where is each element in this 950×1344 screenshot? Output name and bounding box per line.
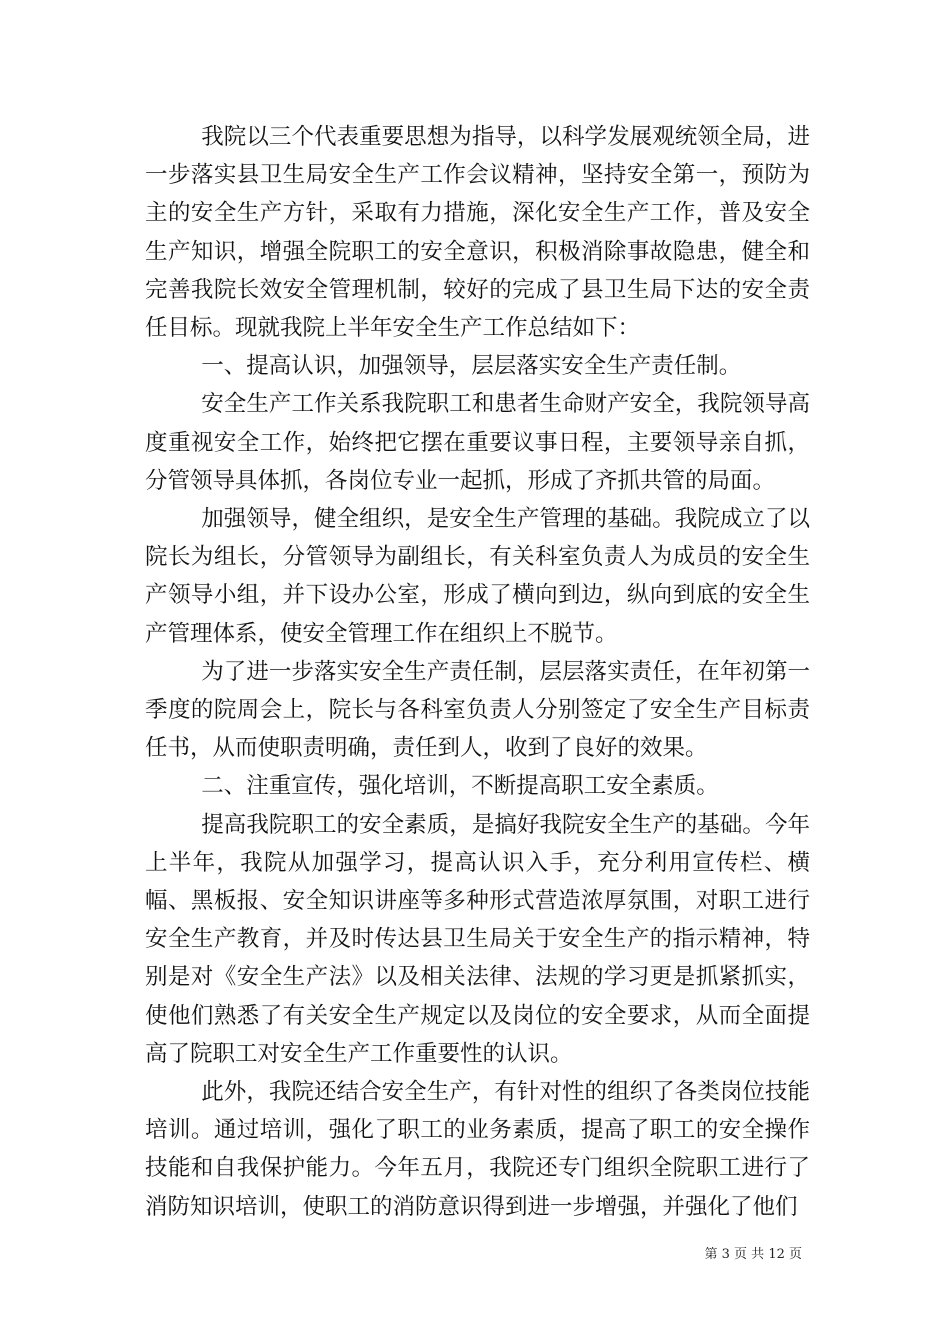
paragraph: 此外，我院还结合安全生产，有针对性的组织了各类岗位技能培训。通过培训，强化了职工的业务素质，提高了职工的安全操作技能和自我保护能力。今年五月，我院还专门组织全院职工进行了消防知识培训，使职工的消防意识得到进一步增强，并强化了他们: [145, 1079, 810, 1220]
document-body: [145, 118, 810, 1226]
section-heading-1: 一、提高认识，加强领导，层层落实安全生产责任制。: [201, 353, 742, 380]
paragraph: 提高我院职工的安全素质，是搞好我院安全生产的基础。今年上半年，我院从加强学习，提高认识入手，充分利用宣传栏、横幅、黑板报、安全知识讲座等多种形式营造浓厚氛围，对职工进行安全生产教育，并及时传达县卫生局关于安全生产的指示精神，特别是对《安全生产法》以及相关法律、法规的学习更是抓紧抓实，使他们熟悉了有关安全生产规定以及岗位的安全要求，从而全面提高了院职工对安全生产工作重要性的认识。: [145, 811, 810, 1067]
paragraph-intro: 我院以三个代表重要思想为指导，以科学发展观统领全局，进一步落实县卫生局安全生产工作会议精神，坚持安全第一，预防为主的安全生产方针，采取有力措施，深化安全生产工作，普及安全生产知识，增强全院职工的安全意识，积极消除事故隐患，健全和完善我院长效安全管理机制，较好的完成了县卫生局下达的安全责任目标。现就我院上半年安全生产工作总结如下：: [145, 124, 810, 342]
paragraph: 安全生产工作关系我院职工和患者生命财产安全，我院领导高度重视安全工作，始终把它摆在重要议事日程，主要领导亲自抓，分管领导具体抓，各岗位专业一起抓，形成了齐抓共管的局面。: [145, 391, 810, 494]
paragraph: 为了进一步落实安全生产责任制，层层落实责任，在年初第一季度的院周会上，院长与各科室负责人分别签定了安全生产目标责任书，从而使职责明确，责任到人，收到了良好的效果。: [145, 658, 810, 762]
section-heading-2: 二、注重宣传，强化培训，不断提高职工安全素质。: [201, 773, 719, 800]
page-number-footer: 第 3 页 共 12 页: [704, 1247, 802, 1262]
paragraph: 加强领导，健全组织，是安全生产管理的基础。我院成立了以院长为组长，分管领导为副组长，有关科室负责人为成员的安全生产领导小组，并下设办公室，形成了横向到边，纵向到底的安全生产管理体系，使安全管理工作在组织上不脱节。: [145, 506, 810, 647]
